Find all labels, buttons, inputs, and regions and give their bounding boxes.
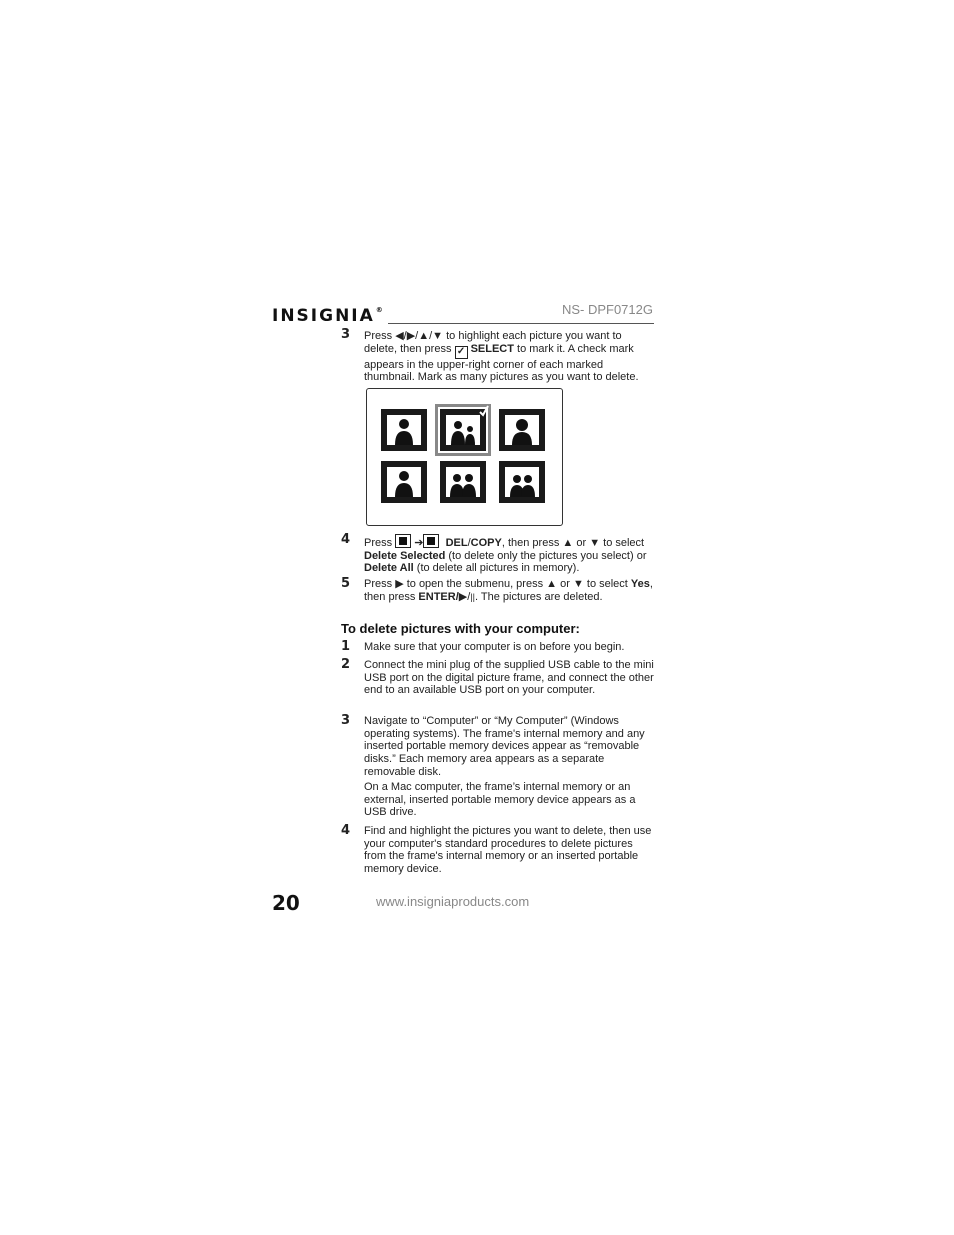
- page-number: 20: [272, 891, 300, 915]
- select-key-icon: ✓: [455, 346, 468, 359]
- step-text: Make sure that your computer is on before you begin.: [364, 641, 625, 653]
- step-text: Press ➔ DEL/COPY, then press ▲ or ▼ to select Delete Selected (to delete only the pictures you select) or Delete All (to delete all pictures in memory).: [364, 534, 656, 575]
- header-rule: [388, 323, 654, 324]
- step-number: 1: [341, 639, 351, 654]
- step-number: 4: [341, 532, 351, 547]
- step-number: 2: [341, 657, 351, 672]
- right-arrow-icon: ▶: [395, 578, 404, 590]
- step-text: Press ◀/▶/▲/▼ to highlight each picture you want to delete, then press ✓ SELECT to mark it. A check mark appears in the upper-right corner of each marked thumbnail. Mark as many pictures as you want to delete.: [364, 330, 639, 384]
- step-text: Connect the mini plug of the supplied USB cable to the mini USB port on the digital picture frame, and connect the other end to an available USB port on your computer.: [364, 659, 654, 697]
- step-number: 3: [341, 713, 351, 728]
- down-arrow-icon: ▼: [589, 537, 601, 549]
- play-icon: ▶/: [458, 590, 471, 603]
- thumbnail: [381, 461, 427, 503]
- menu-key-icon: [395, 534, 411, 548]
- down-arrow-icon: ▼: [572, 578, 584, 590]
- up-arrow-icon: ▲: [562, 537, 574, 549]
- thumbnail: [381, 409, 427, 451]
- up-arrow-icon: ▲: [546, 578, 558, 590]
- step-text: Find and highlight the pictures you want to delete, then use your computer's standard procedures to delete pictures from the frame's internal memory or an inserted portable memory device.: [364, 825, 652, 876]
- thumbnail: [440, 461, 486, 503]
- step-number: 4: [341, 823, 351, 838]
- step-number: 3: [341, 327, 351, 342]
- step-number: 5: [341, 576, 351, 591]
- thumbnail: [499, 409, 545, 451]
- thumbnail-screen-illustration: [366, 388, 563, 526]
- menu-key-icon: [423, 534, 439, 548]
- section-heading: To delete pictures with your computer:: [341, 621, 580, 636]
- insignia-logo: INSIGNIA®: [272, 306, 383, 326]
- model-number: NS- DPF0712G: [561, 302, 653, 317]
- step-text: Navigate to “Computer” or “My Computer” (Windows operating systems). The frame's internal memory and any inserted portable memory devices appear as “removable disks.” Each memory area appears as a separate removable disk.: [364, 715, 645, 778]
- thumbnail-selected: [440, 409, 486, 451]
- footer-url: www.insigniaproducts.com: [376, 894, 530, 909]
- check-mark-icon: [479, 405, 489, 417]
- pause-icon: ||: [470, 591, 475, 602]
- arrow-keys-icon: ◀/▶/▲/▼: [395, 330, 444, 342]
- arrow-right-icon: ➔: [414, 537, 424, 549]
- step-note: On a Mac computer, the frame’s internal memory or an external, inserted portable memory device appears as a USB drive.: [364, 781, 636, 819]
- thumbnail: [499, 461, 545, 503]
- step-text: Press ▶ to open the submenu, press ▲ or ▼ to select Yes, then press ENTER/▶/||. The pictures are deleted.: [364, 578, 653, 603]
